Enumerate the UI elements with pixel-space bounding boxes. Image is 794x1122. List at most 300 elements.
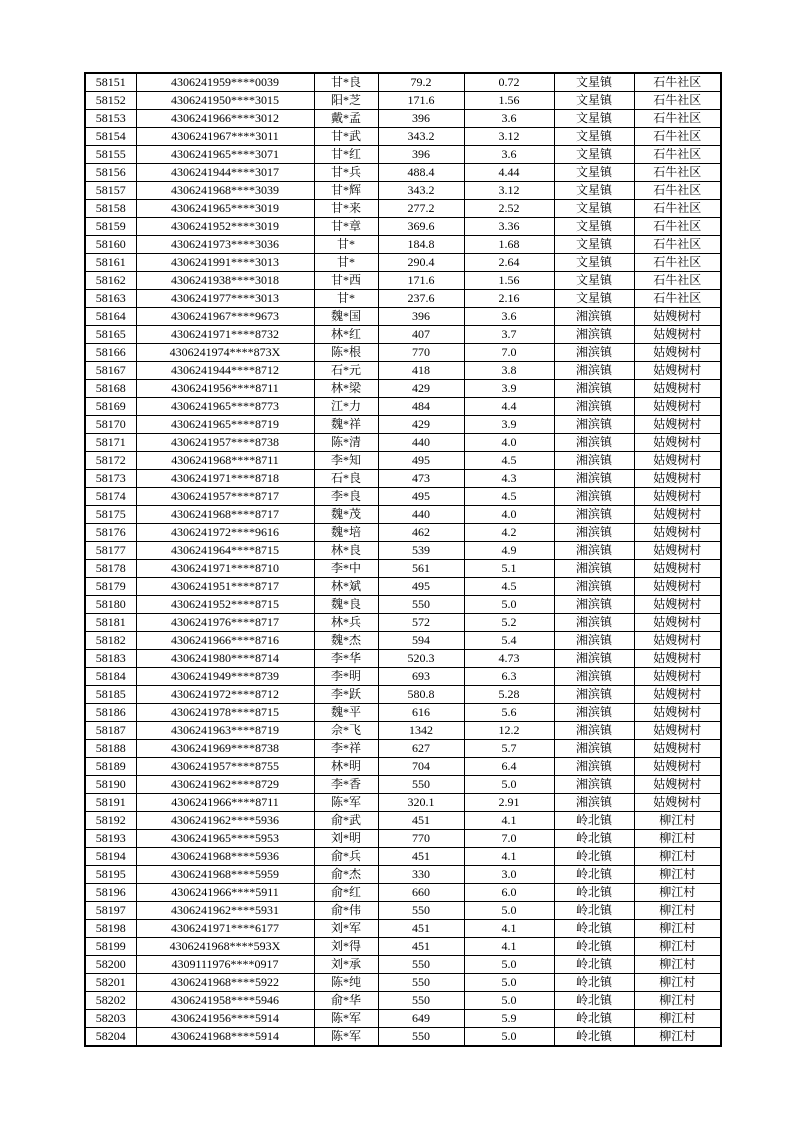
cell-town: 湘滨镇 [554,560,634,578]
cell-id-number: 4306241962****5936 [136,812,314,830]
cell-id-number: 4306241951****8717 [136,578,314,596]
table-row [85,848,721,866]
cell-serial: 58188 [85,740,136,758]
table-row [85,470,721,488]
cell-id-number: 4306241965****5953 [136,830,314,848]
cell-area: 5.0 [464,776,554,794]
cell-name: 刘*得 [314,938,378,956]
cell-id-number: 4306241972****8712 [136,686,314,704]
table-row [85,218,721,236]
cell-name: 戴*孟 [314,110,378,128]
cell-id-number: 4306241968****3039 [136,182,314,200]
cell-serial: 58172 [85,452,136,470]
cell-name: 甘*兵 [314,164,378,182]
cell-village: 姑嫂树村 [634,344,721,362]
cell-id-number: 4306241957****8717 [136,488,314,506]
cell-town: 湘滨镇 [554,488,634,506]
cell-serial: 58196 [85,884,136,902]
cell-serial: 58204 [85,1028,136,1047]
table-row [85,740,721,758]
table-row [85,542,721,560]
cell-village: 石牛社区 [634,73,721,92]
cell-town: 湘滨镇 [554,596,634,614]
cell-name: 陈*军 [314,1028,378,1047]
cell-area: 5.0 [464,596,554,614]
cell-town: 岭北镇 [554,1028,634,1047]
cell-amount: 616 [378,704,464,722]
table-row [85,632,721,650]
cell-amount: 627 [378,740,464,758]
table-row [85,434,721,452]
cell-id-number: 4306241980****8714 [136,650,314,668]
cell-name: 魏*杰 [314,632,378,650]
cell-name: 刘*军 [314,920,378,938]
cell-name: 佘*飞 [314,722,378,740]
cell-town: 湘滨镇 [554,380,634,398]
table-row [85,92,721,110]
cell-amount: 550 [378,776,464,794]
cell-serial: 58187 [85,722,136,740]
cell-town: 湘滨镇 [554,362,634,380]
cell-village: 石牛社区 [634,218,721,236]
cell-amount: 550 [378,992,464,1010]
table-row [85,974,721,992]
table-row [85,722,721,740]
cell-village: 姑嫂树村 [634,686,721,704]
cell-serial: 58156 [85,164,136,182]
cell-village: 石牛社区 [634,200,721,218]
table-row [85,236,721,254]
cell-id-number: 4306241977****3013 [136,290,314,308]
cell-town: 岭北镇 [554,902,634,920]
cell-town: 湘滨镇 [554,326,634,344]
table-row [85,488,721,506]
cell-amount: 343.2 [378,128,464,146]
cell-area: 1.68 [464,236,554,254]
cell-amount: 580.8 [378,686,464,704]
cell-name: 甘*辉 [314,182,378,200]
cell-village: 柳江村 [634,866,721,884]
cell-name: 魏*培 [314,524,378,542]
cell-area: 6.0 [464,884,554,902]
cell-serial: 58202 [85,992,136,1010]
cell-area: 3.6 [464,110,554,128]
cell-amount: 660 [378,884,464,902]
cell-village: 柳江村 [634,902,721,920]
cell-name: 魏*良 [314,596,378,614]
cell-name: 李*明 [314,668,378,686]
cell-town: 湘滨镇 [554,776,634,794]
cell-town: 岭北镇 [554,866,634,884]
cell-village: 柳江村 [634,812,721,830]
table-row [85,290,721,308]
cell-village: 姑嫂树村 [634,416,721,434]
cell-village: 石牛社区 [634,92,721,110]
cell-name: 陈*根 [314,344,378,362]
table-row [85,380,721,398]
cell-area: 4.1 [464,848,554,866]
cell-id-number: 4306241963****8719 [136,722,314,740]
cell-amount: 462 [378,524,464,542]
table-row [85,146,721,164]
table-row [85,596,721,614]
cell-amount: 330 [378,866,464,884]
table-row [85,254,721,272]
cell-village: 姑嫂树村 [634,308,721,326]
table-row [85,704,721,722]
cell-serial: 58190 [85,776,136,794]
cell-village: 姑嫂树村 [634,614,721,632]
cell-serial: 58194 [85,848,136,866]
cell-serial: 58192 [85,812,136,830]
cell-town: 岭北镇 [554,920,634,938]
table-row [85,812,721,830]
cell-area: 4.73 [464,650,554,668]
cell-area: 3.36 [464,218,554,236]
table-row [85,398,721,416]
cell-serial: 58169 [85,398,136,416]
cell-town: 文星镇 [554,236,634,254]
cell-area: 3.6 [464,308,554,326]
cell-serial: 58157 [85,182,136,200]
cell-town: 湘滨镇 [554,506,634,524]
cell-village: 石牛社区 [634,272,721,290]
cell-amount: 440 [378,434,464,452]
cell-town: 岭北镇 [554,884,634,902]
cell-serial: 58195 [85,866,136,884]
table-row [85,992,721,1010]
table-row [85,614,721,632]
cell-village: 柳江村 [634,884,721,902]
cell-town: 岭北镇 [554,812,634,830]
cell-id-number: 4306241965****3071 [136,146,314,164]
cell-serial: 58200 [85,956,136,974]
cell-serial: 58167 [85,362,136,380]
cell-town: 湘滨镇 [554,686,634,704]
table-row [85,326,721,344]
cell-id-number: 4306241956****5914 [136,1010,314,1028]
cell-serial: 58182 [85,632,136,650]
cell-name: 刘*明 [314,830,378,848]
cell-town: 文星镇 [554,200,634,218]
cell-village: 柳江村 [634,830,721,848]
cell-town: 文星镇 [554,146,634,164]
cell-village: 姑嫂树村 [634,632,721,650]
cell-town: 岭北镇 [554,956,634,974]
cell-village: 姑嫂树村 [634,470,721,488]
cell-town: 湘滨镇 [554,434,634,452]
cell-area: 12.2 [464,722,554,740]
cell-area: 2.64 [464,254,554,272]
cell-amount: 484 [378,398,464,416]
cell-area: 4.1 [464,920,554,938]
cell-serial: 58163 [85,290,136,308]
table-row [85,578,721,596]
cell-amount: 79.2 [378,73,464,92]
cell-id-number: 4306241968****593X [136,938,314,956]
cell-id-number: 4306241957****8738 [136,434,314,452]
cell-town: 文星镇 [554,92,634,110]
cell-name: 李*知 [314,452,378,470]
cell-serial: 58159 [85,218,136,236]
cell-id-number: 4306241968****5936 [136,848,314,866]
cell-area: 2.52 [464,200,554,218]
cell-area: 4.44 [464,164,554,182]
cell-name: 林*良 [314,542,378,560]
cell-town: 文星镇 [554,128,634,146]
table-row [85,650,721,668]
cell-area: 5.4 [464,632,554,650]
cell-serial: 58185 [85,686,136,704]
cell-amount: 237.6 [378,290,464,308]
cell-name: 俞*武 [314,812,378,830]
cell-name: 林*红 [314,326,378,344]
cell-area: 5.7 [464,740,554,758]
cell-town: 湘滨镇 [554,668,634,686]
cell-village: 姑嫂树村 [634,758,721,776]
cell-amount: 488.4 [378,164,464,182]
cell-serial: 58166 [85,344,136,362]
cell-area: 1.56 [464,92,554,110]
cell-id-number: 4306241972****9616 [136,524,314,542]
cell-town: 岭北镇 [554,1010,634,1028]
cell-town: 岭北镇 [554,974,634,992]
cell-village: 姑嫂树村 [634,362,721,380]
cell-amount: 451 [378,938,464,956]
cell-name: 林*斌 [314,578,378,596]
cell-area: 4.0 [464,506,554,524]
cell-serial: 58171 [85,434,136,452]
cell-village: 姑嫂树村 [634,488,721,506]
cell-id-number: 4309111976****0917 [136,956,314,974]
cell-id-number: 4306241944****3017 [136,164,314,182]
cell-name: 李*中 [314,560,378,578]
cell-serial: 58165 [85,326,136,344]
cell-amount: 418 [378,362,464,380]
cell-village: 姑嫂树村 [634,452,721,470]
table-row [85,830,721,848]
cell-name: 甘*红 [314,146,378,164]
cell-amount: 572 [378,614,464,632]
cell-village: 石牛社区 [634,182,721,200]
cell-town: 岭北镇 [554,992,634,1010]
cell-town: 湘滨镇 [554,524,634,542]
cell-serial: 58181 [85,614,136,632]
cell-town: 湘滨镇 [554,578,634,596]
cell-name: 俞*红 [314,884,378,902]
cell-id-number: 4306241944****8712 [136,362,314,380]
cell-village: 石牛社区 [634,164,721,182]
cell-name: 李*华 [314,650,378,668]
cell-town: 湘滨镇 [554,650,634,668]
cell-town: 湘滨镇 [554,740,634,758]
cell-village: 姑嫂树村 [634,704,721,722]
cell-village: 姑嫂树村 [634,596,721,614]
cell-id-number: 4306241950****3015 [136,92,314,110]
cell-town: 文星镇 [554,182,634,200]
cell-id-number: 4306241967****9673 [136,308,314,326]
table-row [85,560,721,578]
cell-area: 4.9 [464,542,554,560]
cell-name: 陈*纯 [314,974,378,992]
cell-serial: 58168 [85,380,136,398]
cell-amount: 290.4 [378,254,464,272]
cell-amount: 495 [378,452,464,470]
cell-id-number: 4306241956****8711 [136,380,314,398]
cell-town: 文星镇 [554,254,634,272]
cell-town: 文星镇 [554,290,634,308]
cell-area: 5.0 [464,974,554,992]
cell-town: 岭北镇 [554,830,634,848]
table-row [85,524,721,542]
cell-amount: 550 [378,956,464,974]
cell-id-number: 4306241978****8715 [136,704,314,722]
cell-serial: 58161 [85,254,136,272]
table-row [85,758,721,776]
cell-amount: 369.6 [378,218,464,236]
cell-name: 甘*良 [314,73,378,92]
cell-amount: 277.2 [378,200,464,218]
cell-id-number: 4306241966****5911 [136,884,314,902]
cell-town: 湘滨镇 [554,704,634,722]
cell-area: 3.7 [464,326,554,344]
cell-serial: 58189 [85,758,136,776]
cell-id-number: 4306241964****8715 [136,542,314,560]
cell-amount: 440 [378,506,464,524]
cell-area: 4.3 [464,470,554,488]
records-table-body [85,73,721,1046]
cell-name: 俞*兵 [314,848,378,866]
cell-village: 石牛社区 [634,254,721,272]
cell-town: 湘滨镇 [554,614,634,632]
cell-amount: 451 [378,920,464,938]
cell-name: 林*明 [314,758,378,776]
cell-area: 7.0 [464,344,554,362]
cell-id-number: 4306241976****8717 [136,614,314,632]
cell-amount: 770 [378,344,464,362]
cell-village: 柳江村 [634,938,721,956]
cell-name: 李*良 [314,488,378,506]
cell-id-number: 4306241991****3013 [136,254,314,272]
cell-amount: 343.2 [378,182,464,200]
cell-area: 1.56 [464,272,554,290]
cell-area: 5.0 [464,902,554,920]
cell-area: 3.9 [464,416,554,434]
cell-name: 林*梁 [314,380,378,398]
cell-serial: 58183 [85,650,136,668]
cell-village: 姑嫂树村 [634,434,721,452]
cell-village: 柳江村 [634,992,721,1010]
cell-area: 0.72 [464,73,554,92]
cell-amount: 704 [378,758,464,776]
cell-amount: 693 [378,668,464,686]
cell-id-number: 4306241958****5946 [136,992,314,1010]
cell-town: 湘滨镇 [554,308,634,326]
cell-village: 姑嫂树村 [634,776,721,794]
cell-id-number: 4306241966****8711 [136,794,314,812]
cell-village: 柳江村 [634,974,721,992]
cell-name: 俞*杰 [314,866,378,884]
cell-area: 3.0 [464,866,554,884]
records-table [84,72,722,1047]
cell-village: 柳江村 [634,1010,721,1028]
cell-amount: 649 [378,1010,464,1028]
cell-id-number: 4306241949****8739 [136,668,314,686]
cell-amount: 1342 [378,722,464,740]
cell-village: 石牛社区 [634,128,721,146]
cell-serial: 58191 [85,794,136,812]
cell-serial: 58199 [85,938,136,956]
cell-village: 石牛社区 [634,146,721,164]
cell-name: 甘*武 [314,128,378,146]
cell-serial: 58170 [85,416,136,434]
table-row [85,308,721,326]
table-row [85,272,721,290]
cell-village: 姑嫂树村 [634,650,721,668]
cell-town: 文星镇 [554,110,634,128]
cell-name: 江*力 [314,398,378,416]
cell-area: 3.8 [464,362,554,380]
cell-id-number: 4306241971****6177 [136,920,314,938]
cell-serial: 58173 [85,470,136,488]
cell-amount: 429 [378,416,464,434]
cell-village: 姑嫂树村 [634,560,721,578]
table-row [85,200,721,218]
table-row [85,128,721,146]
table-row [85,866,721,884]
cell-town: 文星镇 [554,272,634,290]
table-row [85,1028,721,1047]
cell-id-number: 4306241974****873X [136,344,314,362]
cell-serial: 58176 [85,524,136,542]
table-row [85,164,721,182]
table-row [85,73,721,92]
cell-village: 姑嫂树村 [634,380,721,398]
cell-village: 姑嫂树村 [634,326,721,344]
cell-area: 5.6 [464,704,554,722]
cell-village: 柳江村 [634,1028,721,1047]
table-row [85,956,721,974]
cell-village: 石牛社区 [634,290,721,308]
cell-amount: 550 [378,974,464,992]
table-row [85,668,721,686]
cell-name: 李*祥 [314,740,378,758]
cell-area: 5.2 [464,614,554,632]
cell-village: 柳江村 [634,956,721,974]
cell-village: 石牛社区 [634,110,721,128]
cell-id-number: 4306241968****5914 [136,1028,314,1047]
cell-town: 岭北镇 [554,938,634,956]
cell-area: 6.3 [464,668,554,686]
table-row [85,686,721,704]
table-row [85,452,721,470]
cell-town: 湘滨镇 [554,758,634,776]
cell-serial: 58184 [85,668,136,686]
cell-area: 4.5 [464,488,554,506]
cell-serial: 58179 [85,578,136,596]
cell-area: 4.5 [464,452,554,470]
cell-area: 2.91 [464,794,554,812]
cell-village: 柳江村 [634,920,721,938]
cell-id-number: 4306241965****8719 [136,416,314,434]
cell-town: 湘滨镇 [554,632,634,650]
cell-amount: 171.6 [378,272,464,290]
cell-amount: 473 [378,470,464,488]
cell-serial: 58164 [85,308,136,326]
cell-name: 甘*西 [314,272,378,290]
cell-name: 魏*祥 [314,416,378,434]
cell-name: 甘*章 [314,218,378,236]
